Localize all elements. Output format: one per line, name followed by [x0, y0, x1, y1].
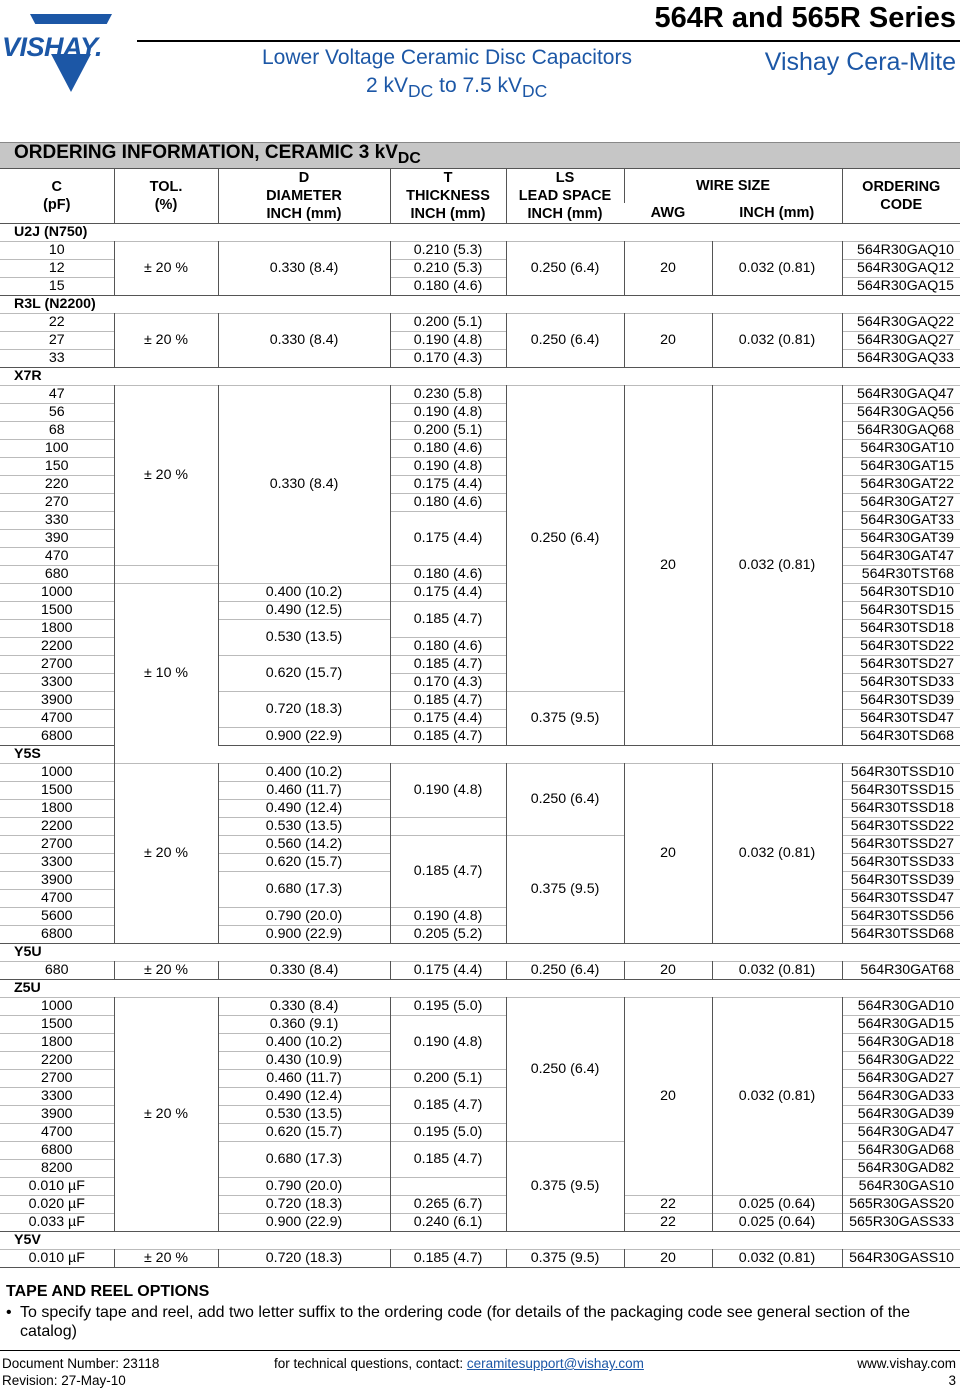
cell-ordering-code: 564R30GAQ33	[842, 350, 960, 368]
cell-capacitance: 1500	[40, 1016, 73, 1032]
cell-capacitance: 680	[44, 566, 69, 582]
cell-ordering-code: 564R30GAD68	[842, 1142, 960, 1160]
category-label: Y5S	[0, 746, 960, 764]
cell-thickness: 0.170 (4.3)	[390, 350, 506, 368]
cell-capacitance: 1500	[40, 602, 73, 618]
table-title-row	[0, 143, 960, 169]
cell-lead-space: 0.250 (6.4)	[506, 962, 624, 980]
cell-diameter: 0.620 (15.7)	[218, 1124, 390, 1142]
table-title: ORDERING INFORMATION, CERAMIC 3 $kV_{DC}$	[0, 143, 960, 169]
cell-capacitance: 270	[44, 494, 69, 510]
cell-diameter: 0.680 (17.3)	[218, 1142, 390, 1178]
cell-lead-space: 0.375 (9.5)	[506, 692, 624, 746]
table-row	[0, 962, 960, 980]
cell-ordering-code: 564R30GAD22	[842, 1052, 960, 1070]
cell-ordering-code: 564R30TSSD56	[842, 908, 960, 926]
cell-ordering-code: 564R30GAQ47	[842, 386, 960, 404]
cell-awg: 22	[624, 1196, 712, 1214]
cell-diameter: 0.460 (11.7)	[218, 782, 390, 800]
cell-capacitance: 1800	[40, 620, 73, 636]
cell-ordering-code: 564R30TSD47	[842, 710, 960, 728]
tape-reel-note	[6, 1303, 958, 1341]
cell-diameter: 0.900 (22.9)	[218, 1214, 390, 1232]
cell-capacitance: 0.033 µF	[28, 1214, 85, 1230]
cell-thickness	[390, 1178, 506, 1196]
tape-reel-text: To specify tape and reel, add two letter suffix to the ordering code (for details of the packaging code see general section of the catalog)	[20, 1304, 911, 1340]
logo-text: VISHAY.	[2, 32, 103, 62]
cell-awg: 20	[624, 314, 712, 368]
cell-capacitance: 3900	[40, 872, 73, 888]
col-header-tol: TOL. (%)	[114, 169, 218, 224]
col-header-wire-size: WIRE SIZE	[624, 169, 842, 204]
cell-wire-inch: 0.032 (0.81)	[712, 314, 842, 368]
cell-lead-space: 0.375 (9.5)	[506, 1142, 624, 1232]
cell-awg: 20	[624, 1250, 712, 1268]
cell-diameter: 0.790 (20.0)	[218, 908, 390, 926]
table-header-row	[0, 169, 960, 204]
footer-rule	[0, 1350, 960, 1351]
cell-thickness: 0.180 (4.6)	[390, 566, 506, 584]
cell-capacitance: 100	[44, 440, 69, 456]
cell-capacitance: 6800	[40, 926, 73, 942]
cell-capacitance: 56	[48, 404, 65, 420]
cell-thickness: 0.185 (4.7)	[390, 728, 506, 746]
cell-capacitance: 3300	[40, 854, 73, 870]
cell-wire-inch: 0.032 (0.81)	[712, 962, 842, 980]
cell-ordering-code: 564R30GAT10	[842, 440, 960, 458]
cell-thickness: 0.185 (4.7)	[390, 692, 506, 710]
cell-wire-inch: 0.032 (0.81)	[712, 242, 842, 296]
cell-thickness: 0.185 (4.7)	[390, 836, 506, 908]
cell-ordering-code: 564R30GAT47	[842, 548, 960, 566]
cell-thickness: 0.190 (4.8)	[390, 332, 506, 350]
cell-capacitance: 2200	[40, 1052, 73, 1068]
cell-ordering-code: 564R30GAT39	[842, 530, 960, 548]
category-label: X7R	[0, 368, 960, 386]
category-row	[0, 1232, 960, 1250]
document-number: Document Number: 23118	[2, 1356, 160, 1371]
cell-diameter: 0.400 (10.2)	[218, 584, 390, 602]
cell-diameter: 0.560 (14.2)	[218, 836, 390, 854]
cell-ordering-code: 565R30GASS20	[842, 1196, 960, 1214]
cell-capacitance: 3900	[40, 1106, 73, 1122]
cell-capacitance: 2700	[40, 836, 73, 852]
cell-capacitance: 6800	[40, 1142, 73, 1158]
table-row	[0, 1250, 960, 1268]
category-row	[0, 368, 960, 386]
cell-thickness: 0.205 (5.2)	[390, 926, 506, 944]
cell-thickness: 0.175 (4.4)	[390, 512, 506, 566]
cell-tolerance: ± 20 %	[114, 386, 218, 566]
cell-diameter: 0.790 (20.0)	[218, 1178, 390, 1196]
cell-ordering-code: 564R30GAQ10	[842, 242, 960, 260]
cell-ordering-code: 564R30TSD10	[842, 584, 960, 602]
cell-capacitance: 5600	[40, 908, 73, 924]
col-header-cap: C (pF)	[0, 169, 114, 224]
cell-capacitance: 12	[48, 260, 65, 276]
cell-diameter: 0.400 (10.2)	[218, 1034, 390, 1052]
cell-diameter: 0.460 (11.7)	[218, 1070, 390, 1088]
cell-diameter: 0.720 (18.3)	[218, 1196, 390, 1214]
cell-capacitance: 220	[44, 476, 69, 492]
cell-thickness: 0.180 (4.6)	[390, 494, 506, 512]
table-row	[0, 314, 960, 332]
cell-ordering-code: 564R30GAQ56	[842, 404, 960, 422]
cell-capacitance: 330	[44, 512, 69, 528]
cell-capacitance: 1000	[40, 584, 73, 600]
cell-ordering-code: 564R30GAT27	[842, 494, 960, 512]
col-header-diameter: D DIAMETER INCH (mm)	[218, 169, 390, 224]
cell-capacitance: 2700	[40, 656, 73, 672]
cell-diameter: 0.680 (17.3)	[218, 872, 390, 908]
subtitle-line2: 2 $kV_{DC}$ to 7.5 $kV_{DC}$	[366, 74, 548, 102]
cell-thickness: 0.190 (4.8)	[390, 1016, 506, 1070]
cell-awg: 20	[624, 242, 712, 296]
cell-wire-inch: 0.032 (0.81)	[712, 1250, 842, 1268]
cell-ordering-code: 564R30TSSD27	[842, 836, 960, 854]
cell-wire-inch: 0.025 (0.64)	[712, 1196, 842, 1214]
cell-capacitance: 47	[48, 386, 65, 402]
cell-capacitance: 680	[44, 962, 69, 978]
cell-wire-inch: 0.032 (0.81)	[712, 998, 842, 1196]
cell-thickness: 0.190 (4.8)	[390, 458, 506, 476]
header-rule	[137, 40, 960, 42]
cell-ordering-code: 564R30TSSD18	[842, 800, 960, 818]
bullet-glyph: •	[6, 1304, 12, 1321]
cell-thickness: 0.210 (5.3)	[390, 260, 506, 278]
category-row	[0, 224, 960, 242]
category-label: Z5U	[0, 980, 960, 998]
cell-lead-space: 0.375 (9.5)	[506, 1250, 624, 1268]
cell-thickness: 0.175 (4.4)	[390, 962, 506, 980]
cell-lead-space: 0.250 (6.4)	[506, 242, 624, 296]
cell-capacitance: 68	[48, 422, 65, 438]
cell-ordering-code: 564R30TSSD39	[842, 872, 960, 890]
cell-ordering-code: 564R30TSD39	[842, 692, 960, 710]
cell-thickness: 0.185 (4.7)	[390, 656, 506, 674]
cell-ordering-code: 564R30GASS10	[842, 1250, 960, 1268]
cell-capacitance: 2200	[40, 638, 73, 654]
cell-capacitance: 2200	[40, 818, 73, 834]
cell-awg: 20	[624, 962, 712, 980]
cell-tolerance: ± 20 %	[114, 998, 218, 1232]
cell-awg: 20	[624, 998, 712, 1196]
category-label: Y5U	[0, 944, 960, 962]
page-header	[0, 0, 960, 120]
cell-tolerance: ± 10 %	[114, 584, 218, 764]
cell-diameter: 0.360 (9.1)	[218, 1016, 390, 1034]
footer-contact: for technical questions, contact: ceramitesupport@vishay.com	[274, 1356, 644, 1371]
cell-capacitance: 3300	[40, 1088, 73, 1104]
cell-tolerance: ± 20 %	[114, 242, 218, 296]
cell-capacitance: 1000	[40, 764, 73, 780]
cell-ordering-code: 564R30GAT68	[842, 962, 960, 980]
cell-capacitance: 0.020 µF	[28, 1196, 85, 1212]
ordering-info-table	[0, 142, 960, 1268]
cell-capacitance: 1800	[40, 1034, 73, 1050]
cell-ordering-code: 564R30TSD15	[842, 602, 960, 620]
cell-ordering-code: 564R30GAD10	[842, 998, 960, 1016]
col-header-inch: INCH (mm)	[712, 203, 842, 223]
table-row	[0, 386, 960, 404]
cell-thickness: 0.200 (5.1)	[390, 422, 506, 440]
cell-thickness: 0.195 (5.0)	[390, 998, 506, 1016]
cell-capacitance: 2700	[40, 1070, 73, 1086]
cell-diameter: 0.900 (22.9)	[218, 728, 390, 746]
table-row	[0, 998, 960, 1016]
revision-date: Revision: 27-May-10	[2, 1373, 126, 1388]
cell-awg: 20	[624, 386, 712, 746]
cell-capacitance: 150	[44, 458, 69, 474]
cell-thickness: 0.200 (5.1)	[390, 1070, 506, 1088]
cell-thickness: 0.170 (4.3)	[390, 674, 506, 692]
cell-ordering-code: 564R30GAQ22	[842, 314, 960, 332]
cell-capacitance: 10	[48, 242, 65, 258]
support-email-link[interactable]: ceramitesupport@vishay.com	[466, 1356, 644, 1371]
cell-wire-inch: 0.025 (0.64)	[712, 1214, 842, 1232]
cell-ordering-code: 564R30TST68	[842, 566, 960, 584]
cell-diameter: 0.330 (8.4)	[218, 314, 390, 368]
cell-diameter: 0.490 (12.5)	[218, 602, 390, 620]
cell-thickness: 0.175 (4.4)	[390, 476, 506, 494]
cell-capacitance: 4700	[40, 890, 73, 906]
cell-ordering-code: 564R30TSSD68	[842, 926, 960, 944]
cell-thickness: 0.190 (4.8)	[390, 764, 506, 818]
tape-reel-heading: TAPE AND REEL OPTIONS	[6, 1283, 210, 1300]
cell-diameter: 0.430 (10.9)	[218, 1052, 390, 1070]
cell-wire-inch: 0.032 (0.81)	[712, 386, 842, 746]
cell-awg: 20	[624, 764, 712, 944]
cell-diameter: 0.490 (12.4)	[218, 1088, 390, 1106]
cell-ordering-code: 564R30TSD68	[842, 728, 960, 746]
cell-thickness: 0.180 (4.6)	[390, 638, 506, 656]
cell-ordering-code: 564R30GAQ68	[842, 422, 960, 440]
cell-tolerance: ± 20 %	[114, 1250, 218, 1268]
cell-capacitance: 8200	[40, 1160, 73, 1176]
cell-capacitance: 3300	[40, 674, 73, 690]
cell-ordering-code: 564R30GAD39	[842, 1106, 960, 1124]
page-number: 3	[948, 1373, 956, 1388]
cell-diameter: 0.620 (15.7)	[218, 854, 390, 872]
cell-ordering-code: 564R30GAD18	[842, 1034, 960, 1052]
cell-thickness: 0.200 (5.1)	[390, 314, 506, 332]
cell-tolerance: ± 20 %	[114, 314, 218, 368]
cell-thickness: 0.230 (5.8)	[390, 386, 506, 404]
cell-capacitance: 1800	[40, 800, 73, 816]
cell-ordering-code: 564R30TSSD33	[842, 854, 960, 872]
cell-ordering-code: 564R30GAD27	[842, 1070, 960, 1088]
category-label: Y5V	[0, 1232, 960, 1250]
cell-ordering-code: 564R30GAD82	[842, 1160, 960, 1178]
category-row	[0, 746, 960, 764]
cell-thickness: 0.180 (4.6)	[390, 440, 506, 458]
cell-ordering-code: 564R30GAS10	[842, 1178, 960, 1196]
brand-name: Vishay Cera-Mite	[764, 48, 956, 76]
cell-ordering-code: 564R30GAD33	[842, 1088, 960, 1106]
cell-capacitance: 470	[44, 548, 69, 564]
cell-diameter: 0.900 (22.9)	[218, 926, 390, 944]
cell-ordering-code: 564R30GAD15	[842, 1016, 960, 1034]
cell-ordering-code: 564R30TSSD10	[842, 764, 960, 782]
col-header-thickness: T THICKNESS INCH (mm)	[390, 169, 506, 224]
cell-diameter: 0.330 (8.4)	[218, 386, 390, 584]
table-row	[0, 764, 960, 782]
cell-diameter: 0.490 (12.4)	[218, 800, 390, 818]
cell-diameter: 0.530 (13.5)	[218, 1106, 390, 1124]
cell-thickness: 0.265 (6.7)	[390, 1196, 506, 1214]
cell-lead-space: 0.250 (6.4)	[506, 386, 624, 692]
category-row	[0, 296, 960, 314]
cell-ordering-code: 564R30TSD18	[842, 620, 960, 638]
cell-thickness: 0.185 (4.7)	[390, 602, 506, 638]
cell-tolerance: ± 20 %	[114, 962, 218, 980]
cell-ordering-code: 564R30GAQ12	[842, 260, 960, 278]
cell-diameter: 0.330 (8.4)	[218, 998, 390, 1016]
cell-lead-space: 0.375 (9.5)	[506, 836, 624, 944]
cell-capacitance: 390	[44, 530, 69, 546]
cell-capacitance: 0.010 µF	[28, 1178, 85, 1194]
table-body	[0, 224, 960, 1268]
website-link[interactable]: www.vishay.com	[857, 1356, 956, 1371]
cell-thickness: 0.175 (4.4)	[390, 584, 506, 602]
cell-diameter: 0.620 (15.7)	[218, 656, 390, 692]
cell-diameter: 0.330 (8.4)	[218, 962, 390, 980]
cell-thickness: 0.240 (6.1)	[390, 1214, 506, 1232]
cell-ordering-code: 564R30TSD22	[842, 638, 960, 656]
cell-tolerance: ± 20 %	[114, 764, 218, 944]
cell-ordering-code: 564R30GAT15	[842, 458, 960, 476]
cell-capacitance: 33	[48, 350, 65, 366]
cell-capacitance: 1000	[40, 998, 73, 1014]
col-header-awg: AWG	[624, 203, 712, 223]
cell-ordering-code: 564R30GAQ15	[842, 278, 960, 296]
vishay-logo	[0, 10, 140, 94]
cell-ordering-code: 564R30GAT22	[842, 476, 960, 494]
cell-ordering-code: 564R30TSD33	[842, 674, 960, 692]
series-title: 564R and 565R Series	[654, 2, 956, 34]
cell-thickness	[390, 818, 506, 836]
cell-capacitance: 4700	[40, 1124, 73, 1140]
cell-lead-space: 0.250 (6.4)	[506, 998, 624, 1142]
cell-lead-space: 0.250 (6.4)	[506, 314, 624, 368]
cell-ordering-code: 564R30TSSD15	[842, 782, 960, 800]
cell-thickness: 0.185 (4.7)	[390, 1250, 506, 1268]
cell-thickness: 0.195 (5.0)	[390, 1124, 506, 1142]
table-row	[0, 242, 960, 260]
category-label: R3L (N2200)	[0, 296, 960, 314]
cell-diameter: 0.400 (10.2)	[218, 764, 390, 782]
cell-capacitance: 0.010 µF	[28, 1250, 85, 1266]
cell-ordering-code: 564R30GAQ27	[842, 332, 960, 350]
col-header-lead-space: LS LEAD SPACE INCH (mm)	[506, 169, 624, 224]
cell-capacitance: 27	[48, 332, 65, 348]
cell-ordering-code: 565R30GASS33	[842, 1214, 960, 1232]
cell-capacitance: 3900	[40, 692, 73, 708]
cell-ordering-code: 564R30TSSD22	[842, 818, 960, 836]
cell-capacitance: 4700	[40, 710, 73, 726]
cell-thickness: 0.185 (4.7)	[390, 1142, 506, 1178]
cell-thickness: 0.190 (4.8)	[390, 404, 506, 422]
cell-capacitance: 1500	[40, 782, 73, 798]
cell-capacitance: 6800	[40, 728, 73, 744]
category-row	[0, 980, 960, 998]
cell-diameter: 0.330 (8.4)	[218, 242, 390, 296]
cell-awg: 22	[624, 1214, 712, 1232]
cell-diameter: 0.720 (18.3)	[218, 1250, 390, 1268]
cell-lead-space: 0.250 (6.4)	[506, 764, 624, 836]
cell-ordering-code: 564R30GAT33	[842, 512, 960, 530]
cell-thickness: 0.175 (4.4)	[390, 710, 506, 728]
cell-tolerance	[114, 566, 218, 584]
cell-thickness: 0.185 (4.7)	[390, 1088, 506, 1124]
cell-capacitance: 22	[48, 314, 65, 330]
cell-ordering-code: 564R30TSSD47	[842, 890, 960, 908]
cell-ordering-code: 564R30GAD47	[842, 1124, 960, 1142]
cell-thickness: 0.210 (5.3)	[390, 242, 506, 260]
cell-thickness: 0.180 (4.6)	[390, 278, 506, 296]
col-header-code: ORDERING CODE	[842, 169, 960, 224]
cell-ordering-code: 564R30TSD27	[842, 656, 960, 674]
cell-diameter: 0.720 (18.3)	[218, 692, 390, 728]
cell-capacitance: 15	[48, 278, 65, 294]
cell-thickness: 0.190 (4.8)	[390, 908, 506, 926]
cell-diameter: 0.530 (13.5)	[218, 620, 390, 656]
cell-diameter: 0.530 (13.5)	[218, 818, 390, 836]
category-label: U2J (N750)	[0, 224, 960, 242]
cell-wire-inch: 0.032 (0.81)	[712, 764, 842, 944]
subtitle-line1: Lower Voltage Ceramic Disc Capacitors	[262, 46, 632, 69]
category-row	[0, 944, 960, 962]
